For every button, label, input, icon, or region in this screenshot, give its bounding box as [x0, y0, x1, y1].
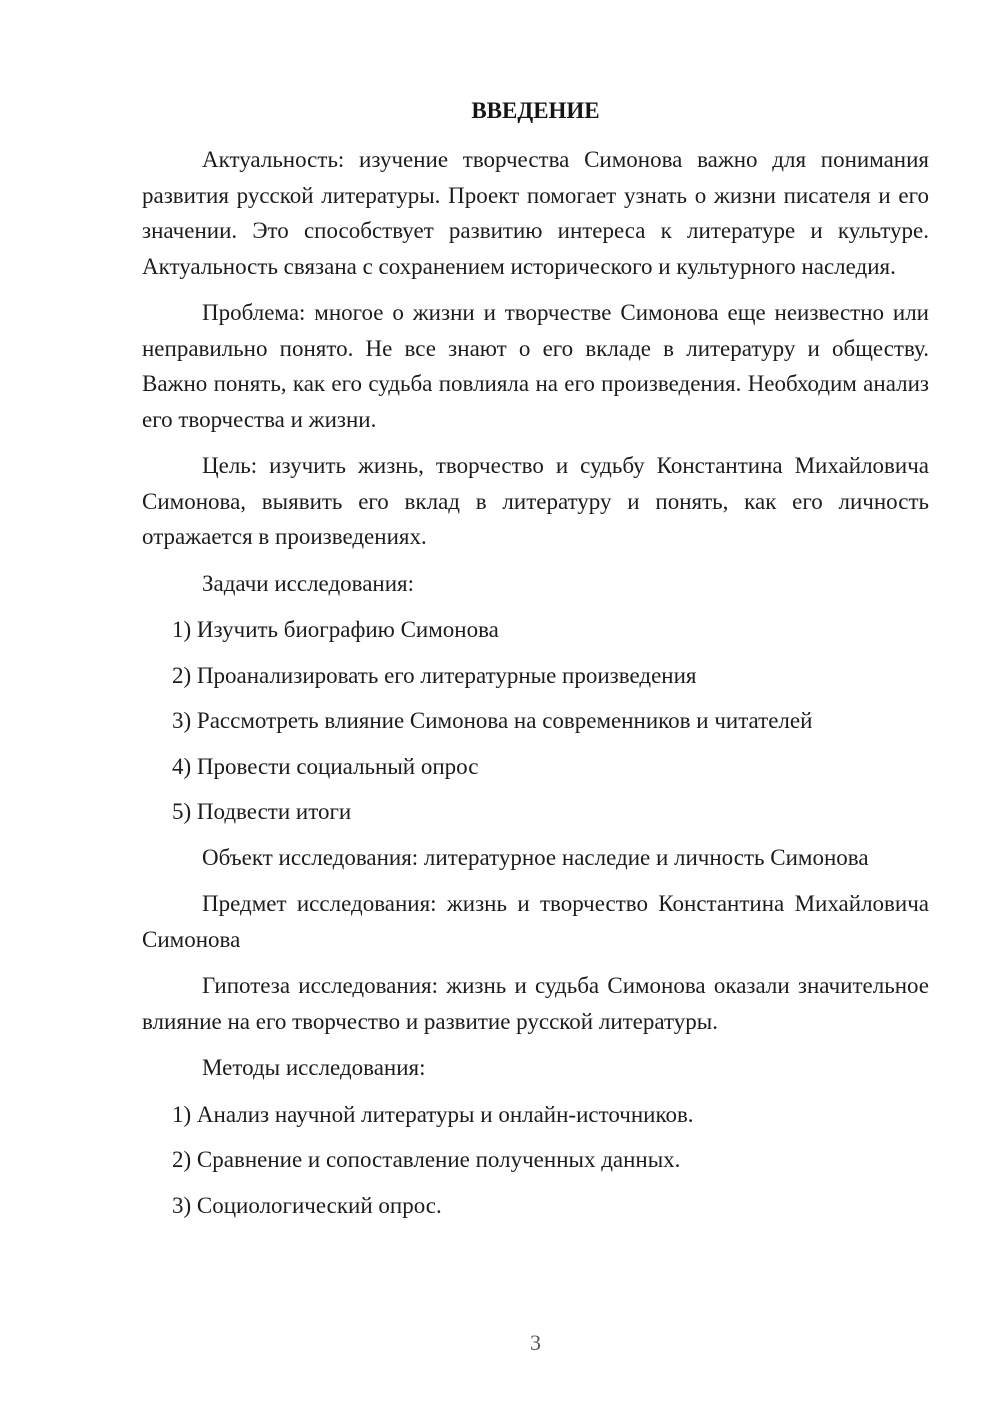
paragraph-object: Объект исследования: литературное наследие и личность Симонова: [202, 844, 869, 870]
method-item: 1) Анализ научной литературы и онлайн-источников.: [172, 1101, 694, 1127]
task-item: 5) Подвести итоги: [172, 799, 352, 824]
task-item: 2) Проанализировать его литературные произведения: [172, 662, 697, 688]
paragraph-subject: Предмет исследования: жизнь и творчество Константина Михайловича Симонова: [142, 891, 929, 952]
paragraph-problem: Проблема: многое о жизни и творчестве Симонова еще неизвестно или неправильно понято. Не все знают о его вкладе в литературу и обществу. Важно понять, как его судьба повлияла на его произведения. Необходим анализ его творчества и жизни.: [142, 300, 929, 432]
task-item: 4) Провести социальный опрос: [172, 753, 479, 779]
task-item: 3) Рассмотреть влияние Симонова на современников и читателей: [172, 708, 813, 733]
paragraph-relevance: Актуальность: изучение творчества Симонова важно для понимания развития русской литературы. Проект помогает узнать о жизни писателя и его значении. Это способствует развитию интереса к литературе и культуре. Актуальность связана с сохранением исторического и культурного наследия.: [142, 147, 929, 279]
page-number: 3: [530, 1330, 541, 1355]
method-item: 2) Сравнение и сопоставление полученных данных.: [172, 1147, 681, 1172]
methods-label: Методы исследования:: [202, 1055, 426, 1080]
task-item: 1) Изучить биографию Симонова: [172, 617, 499, 642]
paragraph-hypothesis: Гипотеза исследования: жизнь и судьба Симонова оказали значительное влияние на его творчество и развитие русской литературы.: [142, 973, 929, 1034]
method-item: 3) Социологический опрос.: [172, 1192, 442, 1218]
paragraph-goal: Цель: изучить жизнь, творчество и судьбу Константина Михайловича Симонова, выявить его вклад в литературу и понять, как его личность отражается в произведениях.: [142, 453, 929, 549]
section-heading: ВВЕДЕНИЕ: [471, 98, 600, 123]
tasks-label: Задачи исследования:: [202, 570, 415, 596]
